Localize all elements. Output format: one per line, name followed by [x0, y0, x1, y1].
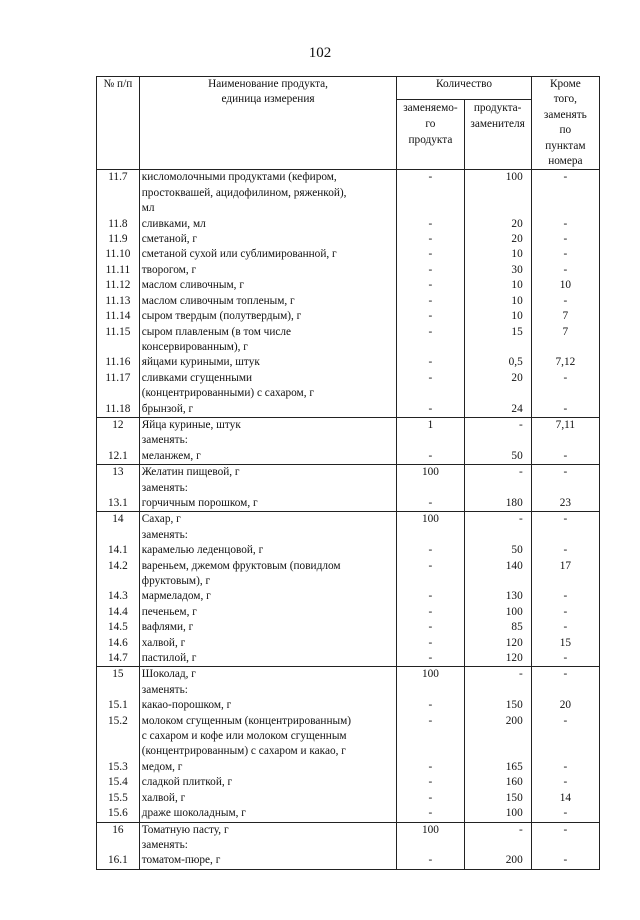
table-row: [97, 355, 600, 370]
row-product-name: сливками сгущенными (концентрированными) с сахаром, г: [139, 371, 397, 402]
row-except-items: -: [531, 263, 599, 278]
row-replacer-qty: 10: [464, 294, 531, 309]
row-replacer-qty: 200: [464, 853, 531, 869]
table-row: [97, 402, 600, 418]
row-except-items: 7: [531, 325, 599, 356]
row-except-items: [531, 481, 599, 496]
row-product-name: пастилой, г: [139, 651, 397, 667]
row-product-name: молоком сгущенным (концентрированным) с сахаром и кофе или молоком сгущенным (концентрированным) с сахаром и какао, г: [139, 714, 397, 760]
row-replaced-qty: -: [397, 309, 464, 324]
row-number: 16.1: [97, 853, 140, 869]
row-replaced-qty: [397, 838, 464, 853]
row-product-name: заменять:: [139, 528, 397, 543]
row-replaced-qty: [397, 683, 464, 698]
row-replacer-qty: -: [464, 512, 531, 528]
row-replacer-qty: 120: [464, 651, 531, 667]
row-number: 15: [97, 667, 140, 683]
table-row: [97, 528, 600, 543]
row-replacer-qty: 15: [464, 325, 531, 356]
row-product-name: мармеладом, г: [139, 589, 397, 604]
row-replaced-qty: -: [397, 294, 464, 309]
row-replaced-qty: -: [397, 263, 464, 278]
row-except-items: -: [531, 853, 599, 869]
table-row: [97, 433, 600, 448]
row-product-name: заменять:: [139, 838, 397, 853]
row-product-name: сливками, мл: [139, 217, 397, 232]
row-replacer-qty: [464, 481, 531, 496]
row-replacer-qty: 85: [464, 620, 531, 635]
row-number: 15.2: [97, 714, 140, 760]
row-product-name: Яйца куриные, штук: [139, 417, 397, 433]
row-product-name: какао-порошком, г: [139, 698, 397, 713]
row-replacer-qty: 120: [464, 636, 531, 651]
row-replaced-qty: -: [397, 217, 464, 232]
row-except-items: [531, 528, 599, 543]
row-replacer-qty: 140: [464, 559, 531, 590]
table-row: [97, 822, 600, 838]
row-except-items: -: [531, 294, 599, 309]
row-replaced-qty: 100: [397, 465, 464, 481]
header-replacer: продукта- заменителя: [464, 100, 531, 170]
row-number: 11.15: [97, 325, 140, 356]
row-replacer-qty: 10: [464, 309, 531, 324]
row-number: [97, 528, 140, 543]
row-replacer-qty: 200: [464, 714, 531, 760]
row-replacer-qty: 10: [464, 247, 531, 262]
row-product-name: карамелью леденцовой, г: [139, 543, 397, 558]
row-number: 11.18: [97, 402, 140, 418]
row-replaced-qty: -: [397, 806, 464, 822]
row-except-items: 7,12: [531, 355, 599, 370]
row-except-items: -: [531, 775, 599, 790]
table-row: [97, 605, 600, 620]
row-replaced-qty: [397, 528, 464, 543]
row-number: 11.12: [97, 278, 140, 293]
row-except-items: 7: [531, 309, 599, 324]
row-number: 14.3: [97, 589, 140, 604]
row-number: [97, 838, 140, 853]
table-row: [97, 838, 600, 853]
row-replaced-qty: 100: [397, 667, 464, 683]
table-row: [97, 620, 600, 635]
header-name: Наименование продукта, единица измерения: [139, 77, 397, 170]
table-row: [97, 309, 600, 324]
row-number: 14.5: [97, 620, 140, 635]
row-replaced-qty: -: [397, 355, 464, 370]
row-product-name: вафлями, г: [139, 620, 397, 635]
row-replaced-qty: 100: [397, 822, 464, 838]
row-except-items: -: [531, 170, 599, 217]
row-except-items: 15: [531, 636, 599, 651]
row-product-name: халвой, г: [139, 636, 397, 651]
row-replaced-qty: -: [397, 325, 464, 356]
row-product-name: халвой, г: [139, 791, 397, 806]
row-except-items: -: [531, 247, 599, 262]
row-replacer-qty: 100: [464, 605, 531, 620]
row-number: [97, 683, 140, 698]
row-number: [97, 481, 140, 496]
row-replaced-qty: -: [397, 232, 464, 247]
row-replacer-qty: 100: [464, 170, 531, 217]
row-replaced-qty: -: [397, 775, 464, 790]
row-number: 15.5: [97, 791, 140, 806]
table-row: [97, 683, 600, 698]
row-number: 13: [97, 465, 140, 481]
row-replaced-qty: -: [397, 559, 464, 590]
row-replacer-qty: [464, 433, 531, 448]
row-replacer-qty: 100: [464, 806, 531, 822]
row-except-items: -: [531, 714, 599, 760]
row-product-name: печеньем, г: [139, 605, 397, 620]
row-number: 12.1: [97, 449, 140, 465]
row-replacer-qty: 20: [464, 232, 531, 247]
table-row: [97, 232, 600, 247]
row-replacer-qty: [464, 528, 531, 543]
row-replacer-qty: -: [464, 417, 531, 433]
table-row: [97, 449, 600, 465]
row-product-name: Сахар, г: [139, 512, 397, 528]
row-replacer-qty: 150: [464, 791, 531, 806]
row-product-name: творогом, г: [139, 263, 397, 278]
row-replacer-qty: 50: [464, 449, 531, 465]
row-number: 15.3: [97, 760, 140, 775]
table-body: [97, 170, 600, 869]
row-replaced-qty: -: [397, 402, 464, 418]
table-row: [97, 417, 600, 433]
row-product-name: яйцами куриными, штук: [139, 355, 397, 370]
row-product-name: заменять:: [139, 433, 397, 448]
row-product-name: сыром плавленым (в том числе консервированным), г: [139, 325, 397, 356]
row-except-items: -: [531, 760, 599, 775]
table-row: [97, 247, 600, 262]
table-row: [97, 481, 600, 496]
row-replacer-qty: 20: [464, 371, 531, 402]
row-replaced-qty: -: [397, 496, 464, 512]
row-replaced-qty: -: [397, 651, 464, 667]
row-number: 13.1: [97, 496, 140, 512]
row-replacer-qty: -: [464, 822, 531, 838]
row-product-name: вареньем, джемом фруктовым (повидлом фруктовым), г: [139, 559, 397, 590]
row-replacer-qty: [464, 838, 531, 853]
row-replaced-qty: -: [397, 278, 464, 293]
row-product-name: томатом-пюре, г: [139, 853, 397, 869]
row-replacer-qty: 180: [464, 496, 531, 512]
table-row: [97, 853, 600, 869]
row-except-items: [531, 433, 599, 448]
page-number: 102: [308, 45, 332, 61]
row-product-name: Томатную пасту, г: [139, 822, 397, 838]
table-row: [97, 698, 600, 713]
table-row: [97, 589, 600, 604]
table-row: [97, 559, 600, 590]
table-row: [97, 325, 600, 356]
row-product-name: маслом сливочным, г: [139, 278, 397, 293]
row-number: 14.6: [97, 636, 140, 651]
row-replaced-qty: -: [397, 449, 464, 465]
header-row: [97, 77, 600, 100]
row-product-name: сметаной сухой или сублимированной, г: [139, 247, 397, 262]
row-except-items: -: [531, 217, 599, 232]
row-except-items: 17: [531, 559, 599, 590]
row-replaced-qty: -: [397, 853, 464, 869]
table-row: [97, 775, 600, 790]
row-replaced-qty: 1: [397, 417, 464, 433]
row-replacer-qty: 130: [464, 589, 531, 604]
row-replaced-qty: -: [397, 620, 464, 635]
row-product-name: драже шоколадным, г: [139, 806, 397, 822]
row-number: 11.13: [97, 294, 140, 309]
row-number: 16: [97, 822, 140, 838]
row-number: 11.14: [97, 309, 140, 324]
row-replacer-qty: 24: [464, 402, 531, 418]
row-product-name: сыром твердым (полутвердым), г: [139, 309, 397, 324]
row-number: 15.1: [97, 698, 140, 713]
row-number: 11.16: [97, 355, 140, 370]
row-replaced-qty: -: [397, 760, 464, 775]
row-replaced-qty: -: [397, 605, 464, 620]
header-replaced: заменяемо- го продукта: [397, 100, 464, 170]
table-row: [97, 760, 600, 775]
row-except-items: -: [531, 651, 599, 667]
row-number: 15.6: [97, 806, 140, 822]
row-product-name: меланжем, г: [139, 449, 397, 465]
row-number: 15.4: [97, 775, 140, 790]
row-number: 11.17: [97, 371, 140, 402]
row-product-name: брынзой, г: [139, 402, 397, 418]
row-product-name: заменять:: [139, 683, 397, 698]
row-except-items: 10: [531, 278, 599, 293]
row-replaced-qty: -: [397, 698, 464, 713]
row-replaced-qty: -: [397, 636, 464, 651]
table-row: [97, 543, 600, 558]
row-replacer-qty: 50: [464, 543, 531, 558]
row-number: 11.11: [97, 263, 140, 278]
row-except-items: [531, 683, 599, 698]
row-replacer-qty: 10: [464, 278, 531, 293]
row-number: 14.4: [97, 605, 140, 620]
row-number: 14.2: [97, 559, 140, 590]
row-except-items: -: [531, 589, 599, 604]
row-number: 14.7: [97, 651, 140, 667]
row-replacer-qty: 165: [464, 760, 531, 775]
table-row: [97, 278, 600, 293]
header-except: Кроме того, заменять по пунктам номера: [531, 77, 599, 170]
row-replaced-qty: [397, 481, 464, 496]
table-row: [97, 294, 600, 309]
row-replaced-qty: -: [397, 170, 464, 217]
row-except-items: 14: [531, 791, 599, 806]
row-except-items: -: [531, 371, 599, 402]
header-no: № п/п: [97, 77, 140, 170]
row-product-name: заменять:: [139, 481, 397, 496]
table-row: [97, 636, 600, 651]
row-replaced-qty: -: [397, 791, 464, 806]
row-product-name: Шоколад, г: [139, 667, 397, 683]
table-row: [97, 465, 600, 481]
row-except-items: 23: [531, 496, 599, 512]
row-replaced-qty: -: [397, 714, 464, 760]
row-number: [97, 433, 140, 448]
table-row: [97, 217, 600, 232]
row-number: 11.10: [97, 247, 140, 262]
row-product-name: кисломолочными продуктами (кефиром, простоквашей, ацидофилином, ряженкой), мл: [139, 170, 397, 217]
row-replacer-qty: 20: [464, 217, 531, 232]
row-except-items: -: [531, 543, 599, 558]
row-replacer-qty: 30: [464, 263, 531, 278]
table-row: [97, 651, 600, 667]
row-replacer-qty: [464, 683, 531, 698]
table-row: [97, 371, 600, 402]
product-replacement-table: [96, 76, 600, 870]
table-row: [97, 791, 600, 806]
row-replaced-qty: 100: [397, 512, 464, 528]
row-except-items: 7,11: [531, 417, 599, 433]
table-row: [97, 496, 600, 512]
row-except-items: 20: [531, 698, 599, 713]
table-row: [97, 263, 600, 278]
row-number: 14.1: [97, 543, 140, 558]
row-except-items: -: [531, 822, 599, 838]
row-except-items: -: [531, 232, 599, 247]
row-replaced-qty: [397, 433, 464, 448]
table-row: [97, 714, 600, 760]
row-product-name: сладкой плиткой, г: [139, 775, 397, 790]
row-except-items: -: [531, 667, 599, 683]
table-row: [97, 806, 600, 822]
row-number: 12: [97, 417, 140, 433]
row-product-name: горчичным порошком, г: [139, 496, 397, 512]
row-replaced-qty: -: [397, 371, 464, 402]
row-number: 11.7: [97, 170, 140, 217]
row-number: 11.9: [97, 232, 140, 247]
row-replacer-qty: -: [464, 465, 531, 481]
row-replacer-qty: -: [464, 667, 531, 683]
row-product-name: сметаной, г: [139, 232, 397, 247]
row-product-name: медом, г: [139, 760, 397, 775]
row-except-items: -: [531, 605, 599, 620]
row-replacer-qty: 0,5: [464, 355, 531, 370]
header-quantity: Количество: [397, 77, 531, 100]
row-replaced-qty: -: [397, 247, 464, 262]
row-except-items: -: [531, 465, 599, 481]
row-except-items: -: [531, 449, 599, 465]
row-replacer-qty: 150: [464, 698, 531, 713]
row-except-items: -: [531, 806, 599, 822]
row-except-items: -: [531, 620, 599, 635]
row-number: 14: [97, 512, 140, 528]
table-row: [97, 667, 600, 683]
row-except-items: -: [531, 402, 599, 418]
row-number: 11.8: [97, 217, 140, 232]
table-row: [97, 512, 600, 528]
row-product-name: Желатин пищевой, г: [139, 465, 397, 481]
row-except-items: [531, 838, 599, 853]
row-replaced-qty: -: [397, 589, 464, 604]
row-except-items: -: [531, 512, 599, 528]
row-replaced-qty: -: [397, 543, 464, 558]
row-replacer-qty: 160: [464, 775, 531, 790]
table-row: [97, 170, 600, 217]
row-product-name: маслом сливочным топленым, г: [139, 294, 397, 309]
